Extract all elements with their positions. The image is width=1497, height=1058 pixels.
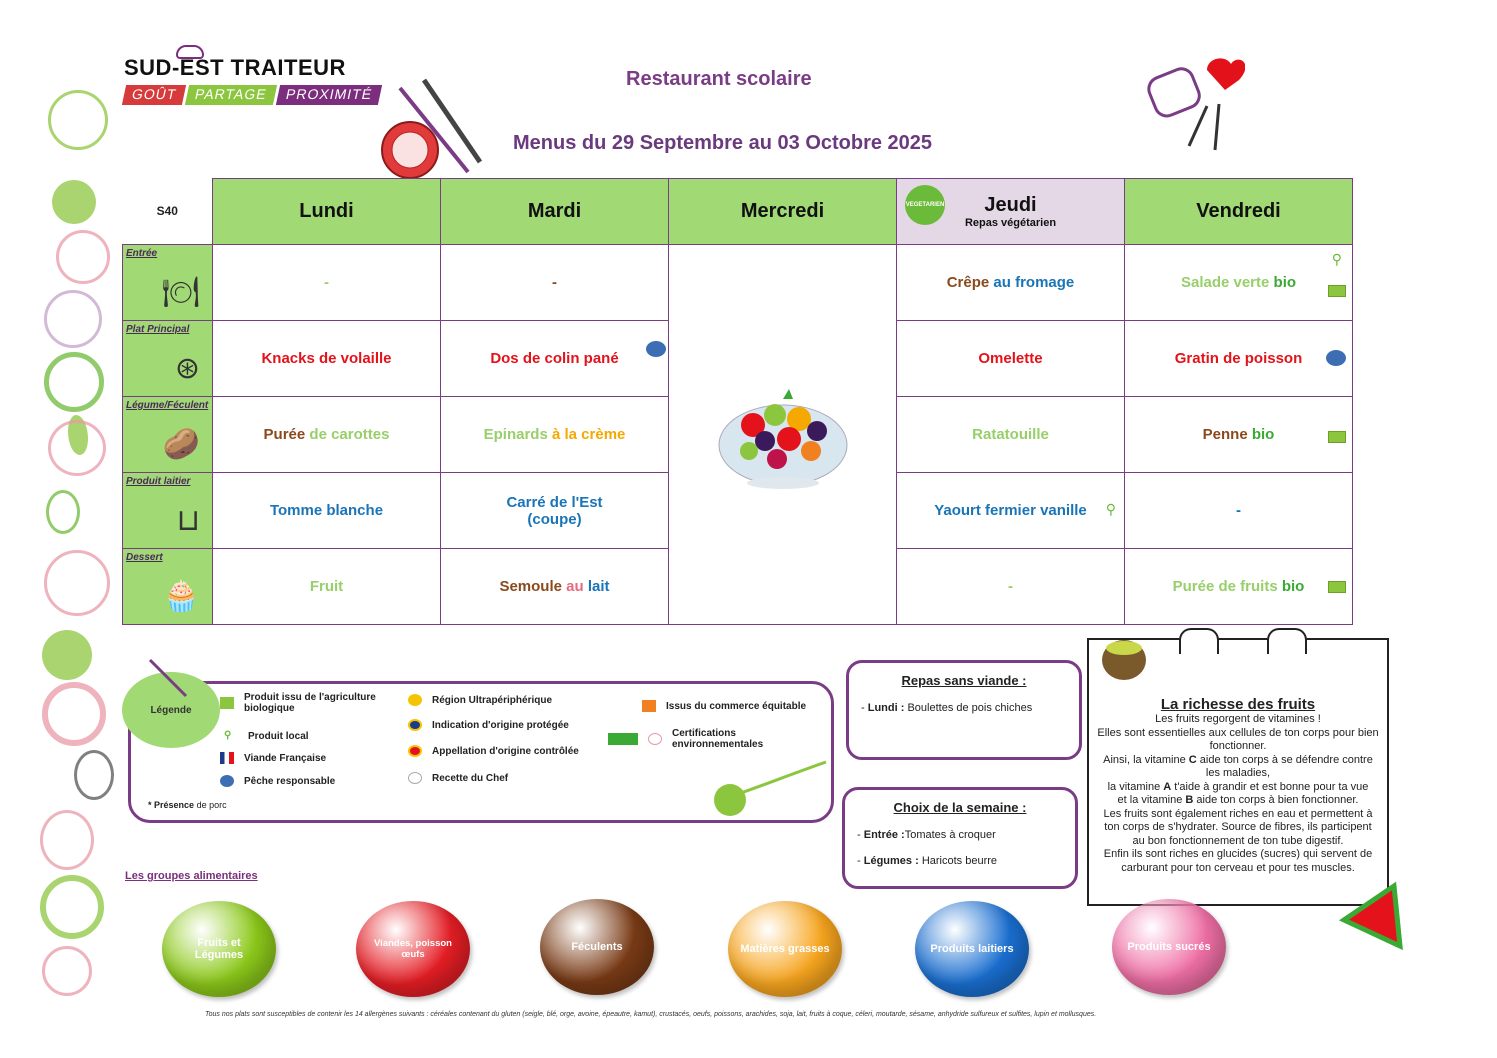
legend-title: Légende: [122, 672, 220, 748]
logo-tag-partage: PARTAGE: [185, 85, 277, 105]
day-vendredi: Vendredi: [1125, 179, 1353, 245]
organic-leaf-icon: [1328, 581, 1346, 593]
category-dessert: [123, 549, 213, 625]
local-product-pin-icon: ⚲: [1105, 501, 1116, 517]
day-jeudi-label: Jeudi: [984, 194, 1037, 216]
legume-jeudi: Ratatouille: [897, 397, 1125, 473]
food-group-produits-laitiers: Produits laitiers: [915, 901, 1029, 997]
legend-bio: Produit issu de l'agriculture biologique: [220, 692, 400, 714]
meatless-meal-box: [846, 660, 1082, 760]
fruit-info-p1: Les fruits regorgent de vitamines !: [1155, 713, 1321, 725]
fruit-salad-image: [713, 375, 853, 495]
laitier-lundi: Tomme blanche: [213, 473, 441, 549]
environmental-cert-badge-icon: [648, 733, 662, 745]
legend-local: ⚲ Produit local: [224, 730, 309, 742]
igp-label-icon: [408, 719, 422, 731]
pork-note: * Présence de porc: [148, 800, 227, 810]
potato-icon: [40, 810, 94, 870]
logo-tags: [124, 85, 384, 105]
mercredi-cell: [669, 245, 897, 625]
plat-vendredi: Gratin de poisson: [1125, 321, 1353, 397]
row-entree: [123, 245, 1353, 321]
food-group-produits-sucres: Produits sucrés: [1112, 899, 1226, 995]
plat-mardi: Dos de colin pané: [441, 321, 669, 397]
plate-hand-icon: 🍽: [161, 276, 200, 309]
weekly-choice-box: [842, 787, 1078, 889]
category-plat: [123, 321, 213, 397]
menu-date-range: Menus du 29 Septembre au 03 Octobre 2025: [513, 132, 933, 154]
outermost-region-icon: [408, 694, 422, 706]
weekly-choice-legumes: - Légumes : Haricots beurre: [857, 855, 998, 867]
category-label: Entrée: [126, 248, 158, 259]
food-group-viandes: Viandes, poisson œufs: [356, 901, 470, 997]
page-title: Restaurant scolaire: [626, 68, 812, 90]
decorative-food-strip: [38, 90, 118, 1030]
vegetarian-badge-icon: VEGETARIEN: [905, 185, 945, 225]
weekly-choice-title: Choix de la semaine :: [893, 800, 1027, 815]
apple-icon: [44, 550, 110, 616]
french-meat-icon: [220, 752, 234, 764]
food-group-feculents: Féculents: [540, 899, 654, 995]
laitier-mardi: Carré de l'Est (coupe): [441, 473, 669, 549]
fruit-info-p5: et la vitamine B aide ton corps à bien fonctionner.: [1117, 794, 1359, 806]
broccoli-icon: [42, 630, 92, 680]
plat-jeudi: Omelette: [897, 321, 1125, 397]
day-jeudi: [897, 179, 1125, 245]
legend-igp: Indication d'origine protégée: [408, 719, 569, 731]
tomato-slice-icon: [42, 682, 106, 746]
plate-cutlery-icon: ⊛: [174, 352, 200, 385]
beet-icon: [74, 750, 114, 800]
jeudi-vegetarian-label: Repas végétarien: [964, 217, 1057, 229]
organic-leaf-icon: [220, 697, 234, 709]
legume-lundi: Purée de carottes: [213, 397, 441, 473]
legend-aoc: Appellation d'origine contrôlée: [408, 745, 579, 757]
logo-title: SUD-EST TRAITEUR: [124, 55, 346, 80]
kiwi-character-icon: [1094, 628, 1158, 688]
logo-tag-proximite: PROXIMITÉ: [276, 85, 382, 105]
legend-viande-francaise: Viande Française: [220, 752, 326, 764]
food-group-matieres-grasses: Matières grasses: [728, 901, 842, 997]
cucumber-icon: [46, 490, 80, 534]
food-group-fruits-legumes: Fruits et Légumes: [162, 901, 276, 997]
herb-icon: [48, 90, 108, 150]
organic-leaf-icon: [1328, 285, 1346, 297]
meatless-meal-line: - Lundi : Boulettes de pois chiches: [861, 702, 1033, 714]
strawberry-icon: [42, 946, 92, 996]
logo-tag-gout: GOÛT: [122, 85, 187, 105]
days-header-row: [123, 179, 1353, 245]
category-laitier: [123, 473, 213, 549]
chef-recipe-icon: [408, 772, 422, 784]
responsible-fishing-icon: [646, 341, 666, 357]
laitier-jeudi: Yaourt fermier vanille ⚲: [897, 473, 1125, 549]
local-product-pin-icon: ⚲: [1331, 251, 1342, 267]
fruit-info-p2: Elles sont essentielles aux cellules de ton corps pour bien fonctionner.: [1097, 726, 1379, 752]
watermelon-character-icon: [1334, 880, 1410, 956]
fruit-info-p4: la vitamine A t'aide à grandir et est bonne pour ta vue: [1107, 780, 1369, 793]
legume-vendredi: Penne bio: [1125, 397, 1353, 473]
dessert-vendredi: Purée de fruits bio: [1125, 549, 1353, 625]
cupcake-icon: 🧁: [162, 580, 200, 613]
entree-vendredi: Salade verte bio ⚲: [1125, 245, 1353, 321]
local-product-pin-icon: ⚲: [224, 730, 232, 741]
legend-peche: Pêche responsable: [220, 775, 335, 787]
category-label: Dessert: [126, 552, 163, 563]
day-mercredi: Mercredi: [669, 179, 897, 245]
entree-lundi: -: [213, 245, 441, 321]
brand-logo: [124, 55, 384, 105]
day-mardi: Mardi: [441, 179, 669, 245]
pen-nib-icon: [146, 656, 196, 706]
legend-chef: Recette du Chef: [408, 772, 508, 784]
pineapple-slice-icon: [40, 875, 104, 939]
fair-trade-icon: [642, 700, 656, 712]
category-label: Légume/Féculent: [126, 400, 209, 411]
entree-jeudi: Crêpe au fromage: [897, 245, 1125, 321]
category-entree: [123, 245, 213, 321]
dessert-lundi: Fruit: [213, 549, 441, 625]
responsible-fishing-icon: [220, 775, 234, 787]
fruit-info-p7: Enfin ils sont riches en glucides (sucres) qui servent de carburant pour ton cerveau et pour tes muscles.: [1103, 848, 1373, 874]
category-label: Produit laitier: [126, 476, 191, 487]
kiwi-icon: [44, 352, 104, 412]
day-lundi: Lundi: [213, 179, 441, 245]
cutlery-pomegranate-icon: [376, 76, 488, 180]
chef-hat-icon: [176, 45, 204, 59]
legend-equitable: Issus du commerce équitable: [642, 700, 806, 712]
fruit-info-p3: Ainsi, la vitamine C aide ton corps à se défendre contre les maladies,: [1103, 753, 1373, 779]
food-groups-link[interactable]: Les groupes alimentaires: [125, 870, 258, 882]
lime-icon: [52, 180, 96, 224]
aoc-label-icon: [408, 745, 422, 757]
fruit-info-title: La richesse des fruits: [1160, 696, 1316, 713]
plat-lundi: Knacks de volaille: [213, 321, 441, 397]
fork-broccoli-icon: [706, 756, 830, 822]
meat-icon: [48, 420, 106, 476]
week-number: S40: [156, 204, 178, 219]
dessert-jeudi: -: [897, 549, 1125, 625]
weekly-choice-entree: - Entrée :Tomates à croquer: [857, 829, 996, 841]
vegetables-icon: 🥔: [162, 428, 200, 461]
dessert-mardi: Semoule au lait: [441, 549, 669, 625]
allergens-note: Tous nos plats sont susceptibles de contenir les 14 allergènes suivants : céréales contenant du gluten (seigle, blé, orge, avoine, épeautre, kamut), crustacés, oeufs, poissons, arachides, soja, lait, fruits à coque, céleri, moutarde, sésame, anhydride sulfureux et sulfites, lupin et mollusques.: [205, 1011, 1097, 1018]
milk-pot-icon: ⊔: [176, 504, 200, 537]
legume-mardi: Epinards à la crème: [441, 397, 669, 473]
weekly-menu-table: [122, 178, 1353, 625]
legend-env: Certifications environnementales: [608, 728, 778, 750]
fruit-info-p6: Les fruits sont également riches en eau et permettent à ton corps de s'hydrater. Source de fibres, ils participent au bon fonctionnement de ton tube digestif.: [1103, 807, 1373, 847]
category-label: Plat Principal: [126, 324, 190, 335]
chef-heart-illustration: [1145, 48, 1245, 154]
environmental-cert-icon: [608, 733, 638, 745]
onion-icon: [44, 290, 102, 348]
meatless-meal-title: Repas sans viande :: [901, 673, 1027, 688]
entree-mardi: -: [441, 245, 669, 321]
legend-rup: Région Ultrapériphérique: [408, 694, 552, 706]
responsible-fishing-icon: [1326, 350, 1346, 366]
laitier-vendredi: -: [1125, 473, 1353, 549]
watermelon-icon: [56, 230, 110, 284]
organic-leaf-icon: [1328, 431, 1346, 443]
category-legume: [123, 397, 213, 473]
